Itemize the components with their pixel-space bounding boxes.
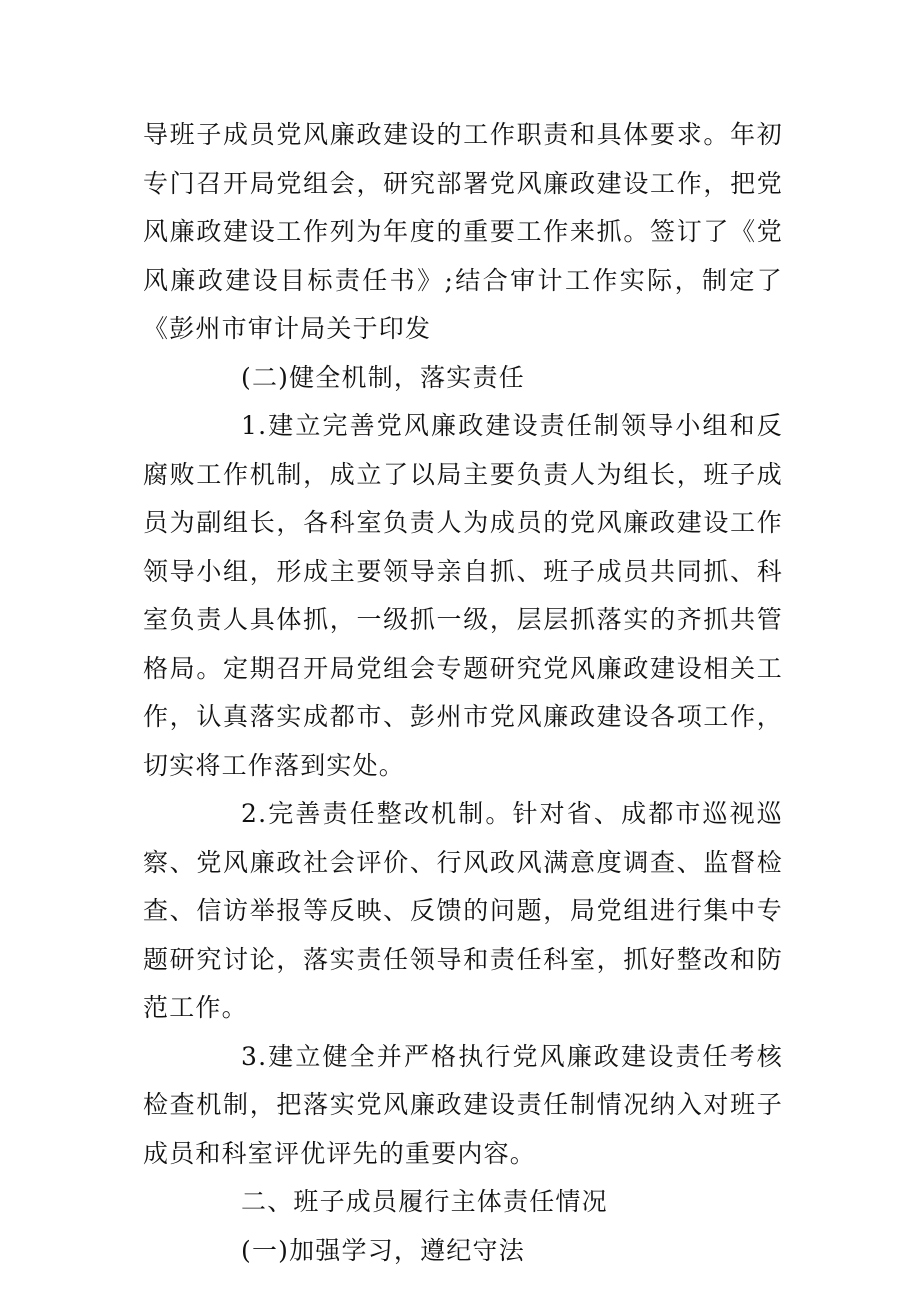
section-heading-banzi-chengyuan: 二、班子成员履行主体责任情况: [241, 1187, 608, 1216]
paragraph-item-3: 3.建立健全并严格执行党风廉政建设责任考核检查机制，把落实党风廉政建设责任制情况纳入对班子成员和科室评优评先的重要内容。: [143, 1041, 783, 1168]
section-heading-jiaqiang-xuexi: (一)加强学习，遵纪守法: [241, 1235, 525, 1265]
paragraph-item-2: 2.完善责任整改机制。针对省、成都市巡视巡察、党风廉政社会评价、行风政风满意度调查、监督检查、信访举报等反映、反馈的问题，局党组进行集中专题研究讨论，落实责任领导和责任科室，抓好整改和防范工作。: [143, 799, 783, 1022]
paragraph-continuation: 导班子成员党风廉政建设的工作职责和具体要求。年初专门召开局党组会，研究部署党风廉政建设工作，把党风廉政建设工作列为年度的重要工作来抓。签订了《党风廉政建设目标责任书》;结合审计工作实际，制定了《彭州市审计局关于印发: [143, 120, 783, 343]
section-heading-jianquan-jizhi: (二)健全机制，落实责任: [241, 362, 525, 392]
paragraph-item-1: 1.建立完善党风廉政建设责任制领导小组和反腐败工作机制，成立了以局主要负责人为组长，班子成员为副组长，各科室负责人为成员的党风廉政建设工作领导小组，形成主要领导亲自抓、班子成员共同抓、科室负责人具体抓，一级抓一级，层层抓落实的齐抓共管格局。定期召开局党组会专题研究党风廉政建设相关工作，认真落实成都市、彭州市党风廉政建设各项工作，切实将工作落到实处。: [143, 411, 783, 780]
document-body: [143, 111, 783, 1275]
